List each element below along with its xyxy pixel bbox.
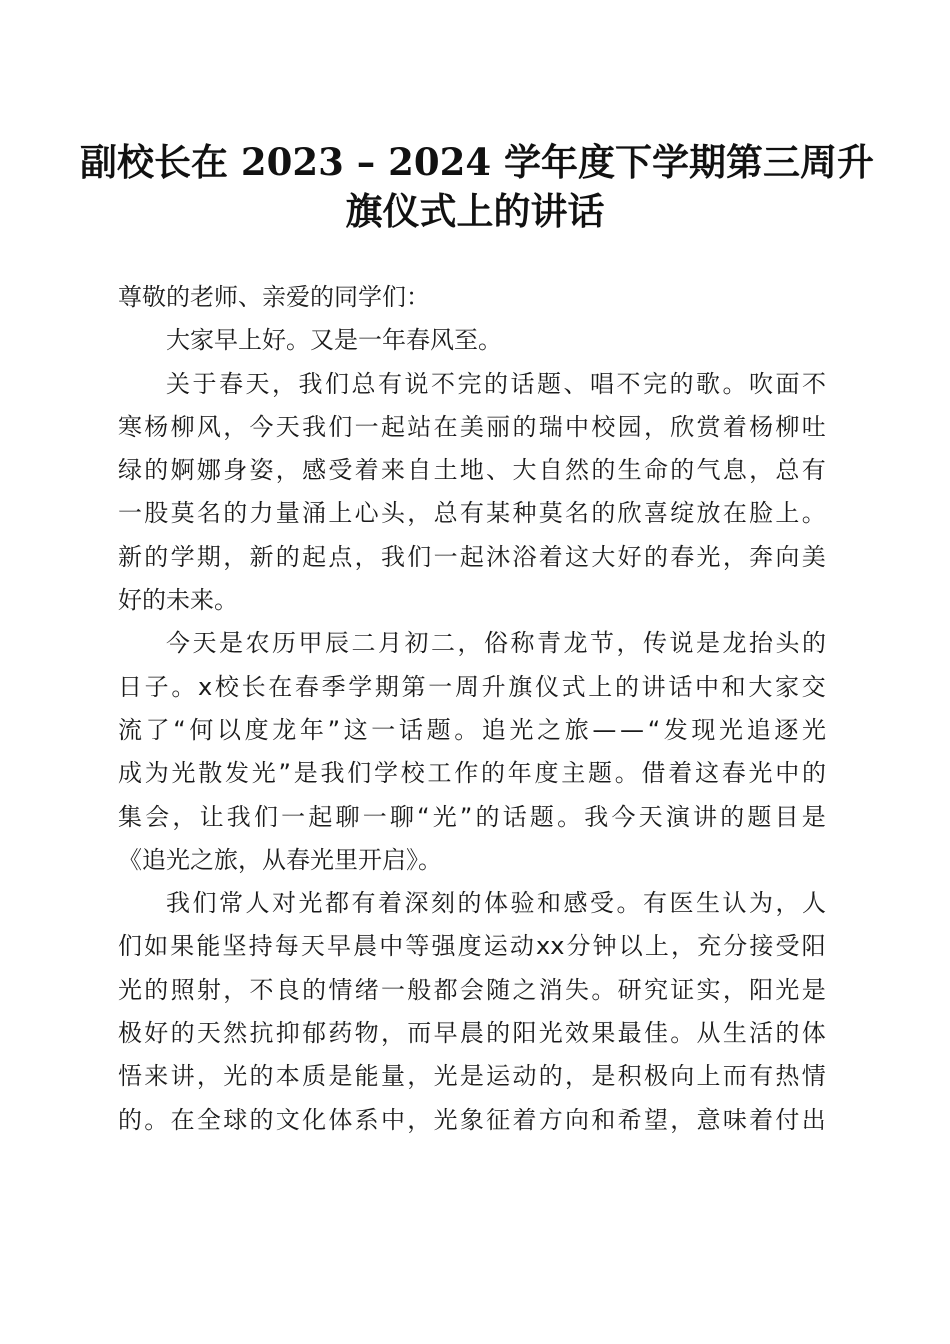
- body-line: 的 。 在 全 球 的 文 化 体 系 中 ， 光 象 征 着 方 向 和 希 望 ， 意 味 着 付 出: [118, 1105, 826, 1134]
- body-line: 成 为 光 散 发 光 ” 是 我 们 学 校 工 作 的 年 度 主 题 。 借 着 这 春 光 中 的: [118, 759, 826, 788]
- body-line: 悟 来 讲 ， 光 的 本 质 是 能 量 ， 光 是 运 动 的 ， 是 积 极 向 上 而 有 热 情: [118, 1062, 826, 1091]
- body-line: 新 的 学 期 ， 新 的 起 点 ， 我 们 一 起 沐 浴 着 这 大 好 的 春 光 ， 奔 向 美: [118, 542, 826, 571]
- body-line: 我 们 常 人 对 光 都 有 着 深 刻 的 体 验 和 感 受 。 有 医 生 认 为 ， 人: [166, 889, 826, 918]
- body-line: 关 于 春 天 ， 我 们 总 有 说 不 完 的 话 题 、 唱 不 完 的 歌 。 吹 面 不: [166, 369, 826, 398]
- body-line: 绿 的 婀 娜 身 姿 ， 感 受 着 来 自 土 地 、 大 自 然 的 生 命 的 气 息 ， 总 有: [118, 456, 826, 485]
- document-title: [80, 138, 874, 236]
- title-line-1: 副校长在 2023 – 2024 学年度下学期第三周升: [80, 140, 874, 184]
- body-line: 集 会 ， 让 我 们 一 起 聊 一 聊 “ 光 ” 的 话 题 。 我 今 天 演 讲 的 题 目 是: [118, 802, 826, 831]
- body-line: 一 股 莫 名 的 力 量 涌 上 心 头 ， 总 有 某 种 莫 名 的 欣 喜 绽 放 在 脸 上 。: [118, 499, 826, 528]
- body-line: 流 了 “ 何 以 度 龙 年 ” 这 一 话 题 。 追 光 之 旅 — — “ 发 现 光 追 逐 光: [118, 715, 826, 744]
- body-line: 日 子 。 x 校 长 在 春 季 学 期 第 一 周 升 旗 仪 式 上 的 讲 话 中 和 大 家 交: [118, 672, 826, 701]
- body-line: 寒 杨 柳 风 ， 今 天 我 们 一 起 站 在 美 丽 的 瑞 中 校 园 ， 欣 赏 着 杨 柳 吐: [118, 412, 826, 441]
- body-line: 好的未来。: [118, 586, 238, 615]
- speech-body: [118, 276, 826, 1142]
- body-line: 极 好 的 天 然 抗 抑 郁 药 物 ， 而 早 晨 的 阳 光 效 果 最 佳 。 从 生 活 的 体: [118, 1019, 826, 1048]
- body-line: 们 如 果 能 坚 持 每 天 早 晨 中 等 强 度 运 动 xx 分 钟 以 上 ， 充 分 接 受 阳: [118, 932, 826, 961]
- body-line: 大家早上好。又是一年春风至。: [166, 326, 502, 355]
- body-line: 今 天 是 农 历 甲 辰 二 月 初 二 ， 俗 称 青 龙 节 ， 传 说 是 龙 抬 头 的: [166, 629, 826, 658]
- title-line-2: 旗仪式上的讲话: [345, 189, 605, 233]
- body-line: 光 的 照 射 ， 不 良 的 情 绪 一 般 都 会 随 之 消 失 。 研 究 证 实 ， 阳 光 是: [118, 975, 826, 1004]
- salutation: 尊敬的老师、亲爱的同学们：: [118, 283, 430, 311]
- body-line: 《追光之旅，从春光里开启》。: [118, 845, 442, 874]
